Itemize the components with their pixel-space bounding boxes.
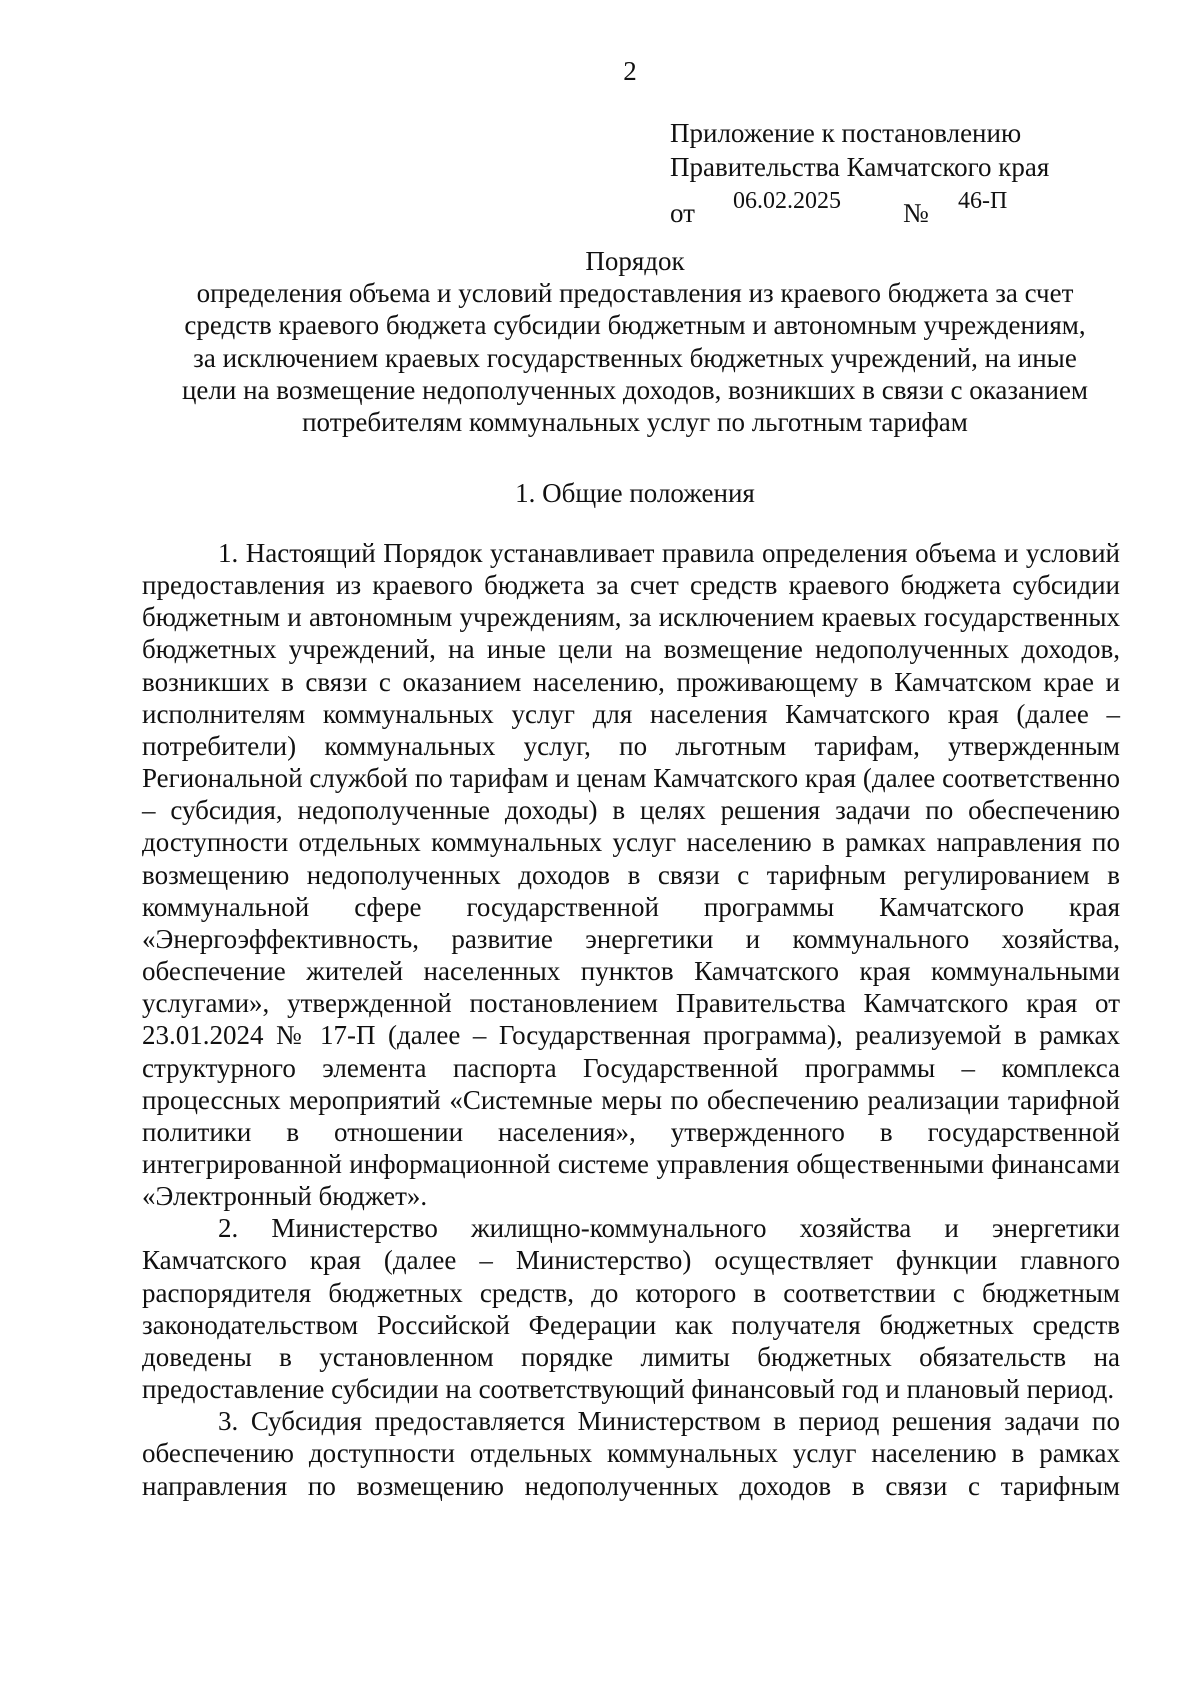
body-text <box>142 537 1120 1502</box>
number-sign: № <box>903 198 929 228</box>
paragraph-1: 1. Настоящий Порядок устанавливает правила определения объема и условий предоставления из краевого бюджета за счет средств краевого бюджета субсидии бюджетным и автономным учреждениям, за исключением краевых государственных бюджетных учреждений, на иные цели на возмещение недополученных доходов, возникших в связи с оказанием населению, проживающему в Камчатском крае и исполнителям коммунальных услуг для населения Камчатского края (далее – потребители) коммунальных услуг, по льготным тарифам, утвержденным Региональной службой по тарифам и ценам Камчатского края (далее соответственно – субсидия, недополученные доходы) в целях решения задачи по обеспечению доступности отдельных коммунальных услуг населению в рамках направления по возмещению недополученных доходов в связи с тарифным регулированием в коммунальной сфере государственной программы Камчатского края «Энергоэффективность, развитие энергетики и коммунального хозяйства, обеспечение жителей населенных пунктов Камчатского края коммунальными услугами», утвержденной постановлением Правительства Камчатского края от 23.01.2024 № 17-П (далее – Государственная программа), реализуемой в рамках структурного элемента паспорта Государственной программы – комплекса процессных мероприятий «Системные меры по обеспечению реализации тарифной политики в отношении населения», утвержденного в государственной интегрированной информационной системе управления общественными финансами «Электронный бюджет». <box>142 538 1120 1212</box>
title-line: цели на возмещение недополученных доходов, возникших в связи с оказанием <box>181 374 1089 405</box>
paragraph-3: 3. Субсидия предоставляется Министерством в период решения задачи по обеспечению доступности отдельных коммунальных услуг населению в рамках направления по возмещению недополученных доходов в связи с тарифным <box>142 1406 1120 1501</box>
date-prefix: от <box>670 198 695 228</box>
document-title <box>140 245 1130 438</box>
appendix-block <box>670 116 1050 228</box>
appendix-line-2: Правительства Камчатского края <box>670 152 1050 182</box>
page-number: 2 <box>623 56 637 86</box>
section-heading: 1. Общие положения <box>515 478 755 508</box>
appendix-line-1: Приложение к постановлению <box>670 118 1022 148</box>
title-line: средств краевого бюджета субсидии бюджетным и автономным учреждениям, <box>184 310 1086 341</box>
title-line: потребителям коммунальных услуг по льготным тарифам <box>302 407 968 438</box>
title-heading: Порядок <box>585 246 685 276</box>
resolution-number: 46-П <box>958 188 1008 214</box>
title-line: за исключением краевых государственных бюджетных учреждений, на иные <box>193 342 1077 373</box>
title-line: определения объема и условий предоставления из краевого бюджета за счет <box>196 278 1074 309</box>
paragraph-2: 2. Министерство жилищно-коммунального хозяйства и энергетики Камчатского края (далее – Министерство) осуществляет функции главного распорядителя бюджетных средств, до которого в соответствии с бюджетным законодательством Российской Федерации как получателя бюджетных средств доведены в установленном порядке лимиты бюджетных обязательств на предоставление субсидии на соответствующий финансовый год и плановый период. <box>142 1213 1120 1405</box>
resolution-date: 06.02.2025 <box>733 188 841 214</box>
appendix-date-row <box>670 184 1049 228</box>
